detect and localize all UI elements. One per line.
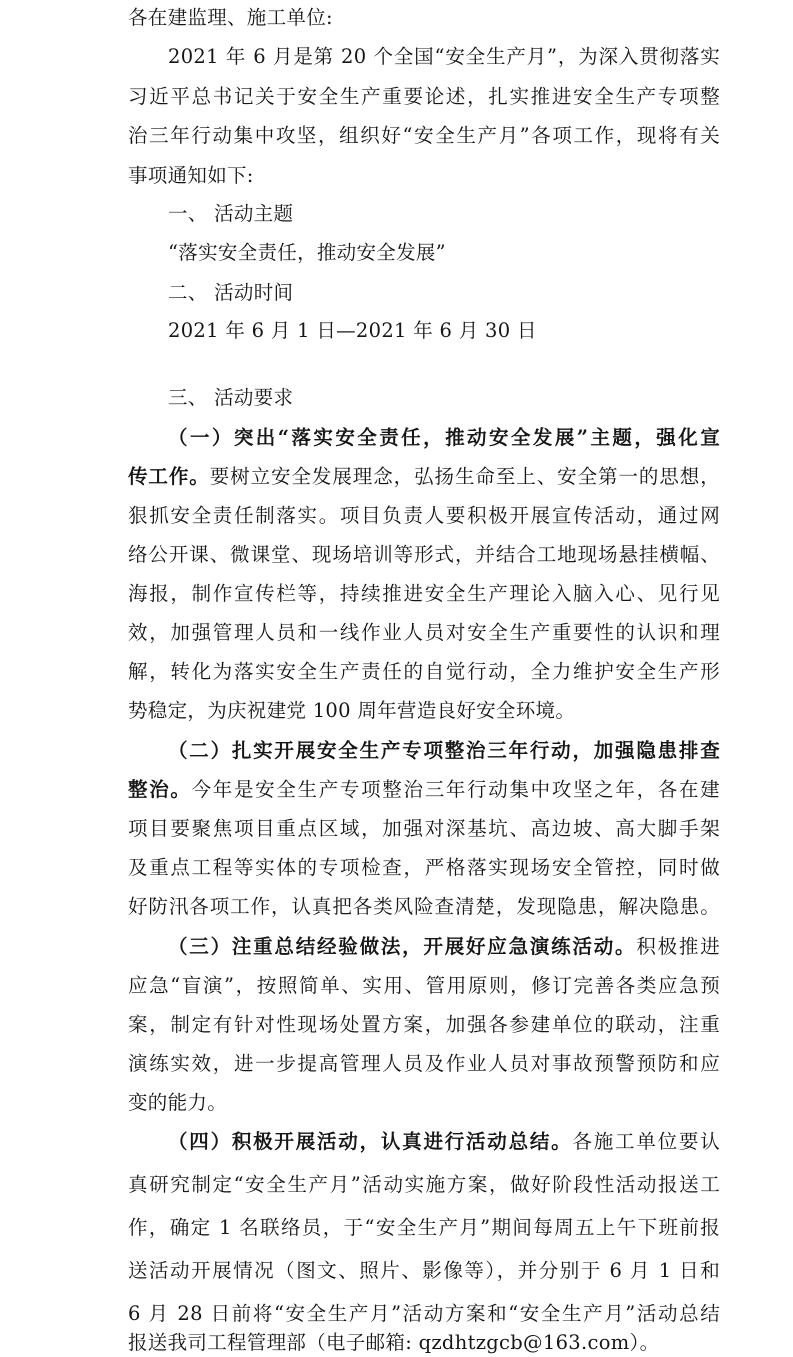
section-heading [168, 281, 293, 305]
text-segment: 各施工单位要认 [572, 1130, 720, 1153]
bold-text: （一）突出“落实安全责任，推动安全发展”主题，强化宣 [168, 426, 720, 449]
text-segment: 案，制定有针对性现场处置方案，加强各参建单位的联动，注重 [128, 1013, 720, 1036]
theme-line [168, 241, 446, 265]
bold-text: （二）扎实开展安全生产专项整治三年行动，加强隐患排查 [168, 739, 720, 762]
body-line [128, 1013, 720, 1037]
bold-text: （三）注重总结经验做法，开展好应急演练活动。 [168, 935, 637, 958]
intro-line [128, 85, 720, 109]
text-segment: 势稳定，为庆祝建党 100 周年营造良好安全环境。 [128, 699, 576, 722]
body-line [128, 660, 720, 684]
text-segment: 各在建监理、施工单位: [128, 6, 333, 29]
body-line [128, 504, 720, 528]
text-segment: 送活动开展情况（图文、照片、影像等），并分别于 6 月 1 日和 [128, 1259, 720, 1282]
body-line [128, 1173, 720, 1197]
text-segment: 要树立安全发展理念，弘扬生命至上、安全第一的思想， [209, 465, 720, 488]
text-segment: 三、 活动要求 [168, 386, 294, 409]
body-line [128, 974, 720, 998]
text-segment: 2021 年 6 月是第 20 个全国“安全生产月”，为深入贯彻落实 [168, 45, 720, 68]
text-segment: 二、 活动时间 [168, 281, 294, 304]
text-segment: 演练实效，进一步提高管理人员及作业人员对事故预警预防和应 [128, 1052, 720, 1075]
text-segment: 一、 活动主题 [168, 202, 294, 225]
text-segment: 积极推进 [636, 935, 720, 958]
body-line [128, 817, 720, 841]
subsection-title [168, 739, 720, 763]
bold-text: 整治。 [128, 778, 192, 801]
subsection-title [168, 1130, 720, 1154]
text-segment: 及重点工程等实体的专项检查，严格落实现场安全管控，同时做 [128, 856, 720, 879]
body-line [128, 1091, 227, 1115]
body-line [128, 856, 720, 880]
body-line [128, 1331, 659, 1355]
body-line [128, 895, 720, 919]
text-segment: 报送我司工程管理部（电子邮箱: qzdhtzgcb@163.com）。 [128, 1331, 660, 1354]
text-segment: 好防汛各项工作，认真把各类风险查清楚，发现隐患，解决隐患。 [128, 895, 720, 918]
text-segment: 海报，制作宣传栏等，持续推进安全生产理论入脑入心、见行见 [128, 582, 720, 605]
text-segment: 治三年行动集中攻坚，组织好“安全生产月”各项工作，现将有关 [128, 124, 720, 147]
text-segment: 事项通知如下: [128, 164, 254, 187]
bold-text: （四）积极开展活动，认真进行活动总结。 [168, 1130, 573, 1153]
body-line [128, 621, 720, 645]
text-segment: 狠抓安全责任制落实。项目负责人要积极开展宣传活动，通过网 [128, 504, 720, 527]
body-line [128, 543, 720, 567]
text-segment: 今年是安全生产专项整治三年行动集中攻坚之年，各在建 [191, 778, 720, 801]
body-line [128, 1302, 720, 1326]
text-segment: 习近平总书记关于安全生产重要论述，扎实推进安全生产专项整 [128, 85, 720, 108]
intro-line [128, 164, 254, 188]
body-line [128, 1259, 720, 1283]
subsection-title [168, 426, 720, 450]
text-segment: 作，确定 1 名联络员，于“安全生产月”期间每周五上午下班前报 [128, 1216, 720, 1239]
body-line [128, 699, 575, 723]
intro-line [128, 124, 720, 148]
text-segment: 变的能力。 [128, 1091, 228, 1114]
time-line [168, 319, 537, 343]
body-line [128, 1052, 720, 1076]
text-segment: 络公开课、微课堂、现场培训等形式，并结合工地现场悬挂横幅、 [128, 543, 720, 566]
text-segment: 项目要聚焦项目重点区域，加强对深基坑、高边坡、高大脚手架 [128, 817, 720, 840]
text-segment: 应急“盲演”，按照简单、实用、管用原则，修订完善各类应急预 [128, 974, 720, 997]
subsection-title [168, 935, 720, 959]
text-segment: 6 月 28 日前将“安全生产月”活动方案和“安全生产月”活动总结 [128, 1302, 720, 1325]
body-line [128, 1216, 720, 1240]
text-segment: “落实安全责任，推动安全发展” [168, 241, 446, 264]
section-heading [168, 202, 293, 226]
intro-line [168, 45, 720, 69]
text-segment: 解，转化为落实安全生产责任的自觉行动，全力维护安全生产形 [128, 660, 720, 683]
body-line [128, 778, 720, 802]
body-line [128, 582, 720, 606]
bold-text: 传工作。 [128, 465, 210, 488]
text-segment: 效，加强管理人员和一线作业人员对安全生产重要性的认识和理 [128, 621, 720, 644]
text-segment: 真研究制定“安全生产月”活动实施方案，做好阶段性活动报送工 [128, 1173, 720, 1196]
section-heading [168, 386, 293, 410]
text-segment: 2021 年 6 月 1 日—2021 年 6 月 30 日 [168, 319, 537, 342]
salutation-line [128, 6, 333, 30]
body-line [128, 465, 720, 489]
